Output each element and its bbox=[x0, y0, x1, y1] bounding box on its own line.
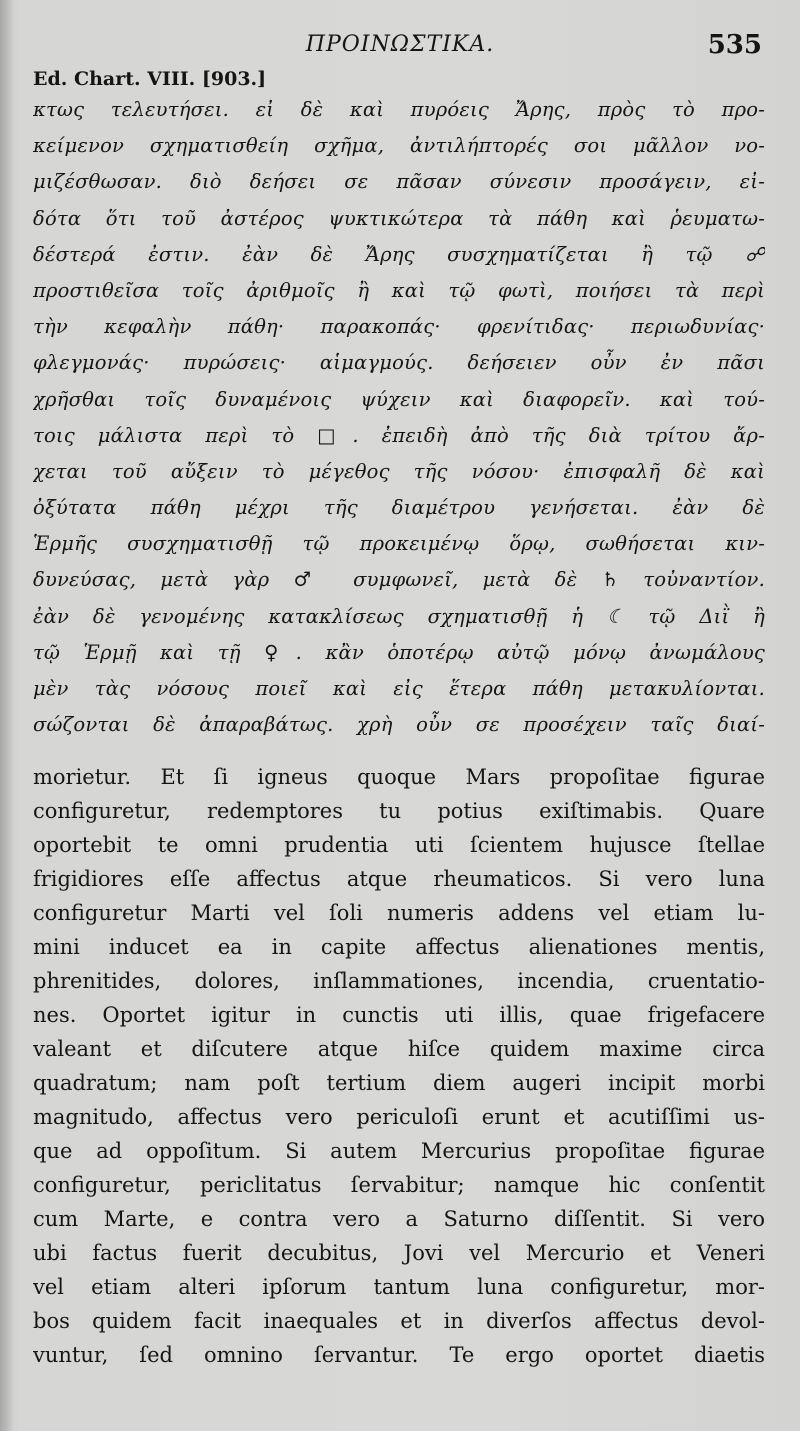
page-number: 535 bbox=[707, 30, 762, 60]
running-head bbox=[30, 28, 770, 68]
greek-line: δυνεύσας, μετὰ γὰρ ♂ συμφωνεῖ, μετὰ δὲ ♄ τοὐναντίον. bbox=[33, 568, 765, 592]
greek-line: σώζονται δὲ ἀπαραβάτως. χρὴ οὖν σε προσέχειν ταῖς διαί- bbox=[33, 713, 765, 737]
greek-line: χρῆσθαι τοῖς δυναμένοις ψύχειν καὶ διαφορεῖν. καὶ τού- bbox=[33, 387, 765, 411]
greek-line: τῷ Ἑρμῇ καὶ τῇ ♀. κἂν ὁποτέρῳ αὐτῷ μόνῳ ἀνωμάλους bbox=[33, 640, 765, 664]
greek-line: φλεγμονάς· πυρώσεις· αἱμαγμούς. δεήσειεν οὖν ἐν πᾶσι bbox=[33, 351, 765, 375]
greek-line: μιζέσθωσαν. διὸ δεήσει σε πᾶσαν σύνεσιν προσάγειν, εἰ- bbox=[33, 170, 765, 194]
greek-text-block bbox=[33, 92, 765, 743]
greek-line: Ἑρμῆς συσχηματισθῇ τῷ προκειμένῳ ὅρῳ, σωθήσεται κιν- bbox=[33, 532, 765, 556]
latin-line: vel etiam alteri ipſorum tantum luna configuretur, mor- bbox=[33, 1275, 765, 1299]
latin-line: mini inducet ea in capite affectus alienationes mentis, bbox=[33, 935, 765, 959]
greek-line: χεται τοῦ αὔξειν τὸ μέγεθος τῆς νόσου· ἐπισφαλῆ δὲ καὶ bbox=[33, 459, 765, 483]
latin-line: quadratum; nam poſt tertium diem augeri incipit morbi bbox=[33, 1071, 765, 1095]
greek-line: κείμενον σχηματισθείη σχῆμα, ἀντιλήπτορές σοι μᾶλλον νο- bbox=[33, 134, 765, 158]
greek-line: τὴν κεφαλὴν πάθη· παρακοπάς· φρενίτιδας· περιωδυνίας· bbox=[33, 315, 765, 339]
latin-line: configuretur Marti vel ſoli numeris addens vel etiam lu- bbox=[33, 901, 765, 925]
latin-line: magnitudo, affectus vero periculoſi erunt et acutiſſimi us- bbox=[33, 1105, 765, 1129]
edition-reference: Ed. Chart. VIII. [903.] bbox=[33, 68, 267, 90]
latin-line: cum Marte, e contra vero a Saturno diſſentit. Si vero bbox=[33, 1207, 765, 1231]
greek-line: ὀξύτατα πάθη μέχρι τῆς διαμέτρου γενήσεται. ἐὰν δὲ bbox=[33, 496, 765, 520]
latin-line: configuretur, periclitatus ſervabitur; namque hic conſentit bbox=[33, 1173, 765, 1197]
latin-line: vuntur, ſed omnino ſervantur. Te ergo oportet diaetis bbox=[33, 1343, 765, 1367]
latin-line: configuretur, redemptores tu potius exiſtimabis. Quare bbox=[33, 799, 765, 823]
gutter-shadow bbox=[0, 0, 14, 1431]
greek-line: τοις μάλιστα περὶ τὸ □. ἐπειδὴ ἀπὸ τῆς διὰ τρίτου ἄρ- bbox=[33, 423, 765, 447]
latin-line: phrenitides, dolores, inſlammationes, incendia, cruentatio- bbox=[33, 969, 765, 993]
latin-line: frigidiores eſſe affectus atque rheumaticos. Si vero luna bbox=[33, 867, 765, 891]
greek-line: ἐὰν δὲ γενομένης κατακλίσεως σχηματισθῇ ἡ ☾ τῷ Διῒ ἢ bbox=[33, 604, 765, 628]
running-title: ΠΡΟΙΝΩΣΤΙΚΑ. bbox=[305, 32, 495, 57]
greek-line: δότα ὅτι τοῦ ἀστέρος ψυκτικώτερα τὰ πάθη καὶ ῥευματω- bbox=[33, 206, 765, 230]
latin-line: morietur. Et ſi igneus quoque Mars propoſitae figurae bbox=[33, 765, 765, 789]
latin-line: nes. Oportet igitur in cunctis uti illis, quae frigefacere bbox=[33, 1003, 765, 1027]
greek-line: μὲν τὰς νόσους ποιεῖ καὶ εἰς ἕτερα πάθη μετακυλίονται. bbox=[33, 677, 765, 700]
greek-line: κτως τελευτήσει. εἰ δὲ καὶ πυρόεις Ἄρης, πρὸς τὸ προ- bbox=[33, 98, 765, 121]
latin-line: valeant et diſcutere atque hiſce quidem maxime circa bbox=[33, 1037, 765, 1061]
latin-line: ubi factus fuerit decubitus, Jovi vel Mercurio et Veneri bbox=[33, 1241, 765, 1265]
latin-line: oportebit te omni prudentia uti ſcientem hujusce ſtellae bbox=[33, 833, 765, 857]
greek-line: δέστερά ἐστιν. ἐὰν δὲ Ἄρης συσχηματίζεται ἢ τῷ ☍ bbox=[33, 242, 765, 266]
latin-text-block bbox=[33, 760, 765, 1372]
latin-line: que ad oppoſitum. Si autem Mercurius propoſitae figurae bbox=[33, 1139, 765, 1163]
latin-line: bos quidem facit inaequales et in diverſos affectus devol- bbox=[33, 1309, 765, 1333]
greek-line: προστιθεῖσα τοῖς ἀριθμοῖς ἢ καὶ τῷ φωτὶ, ποιήσει τὰ περὶ bbox=[33, 278, 765, 302]
